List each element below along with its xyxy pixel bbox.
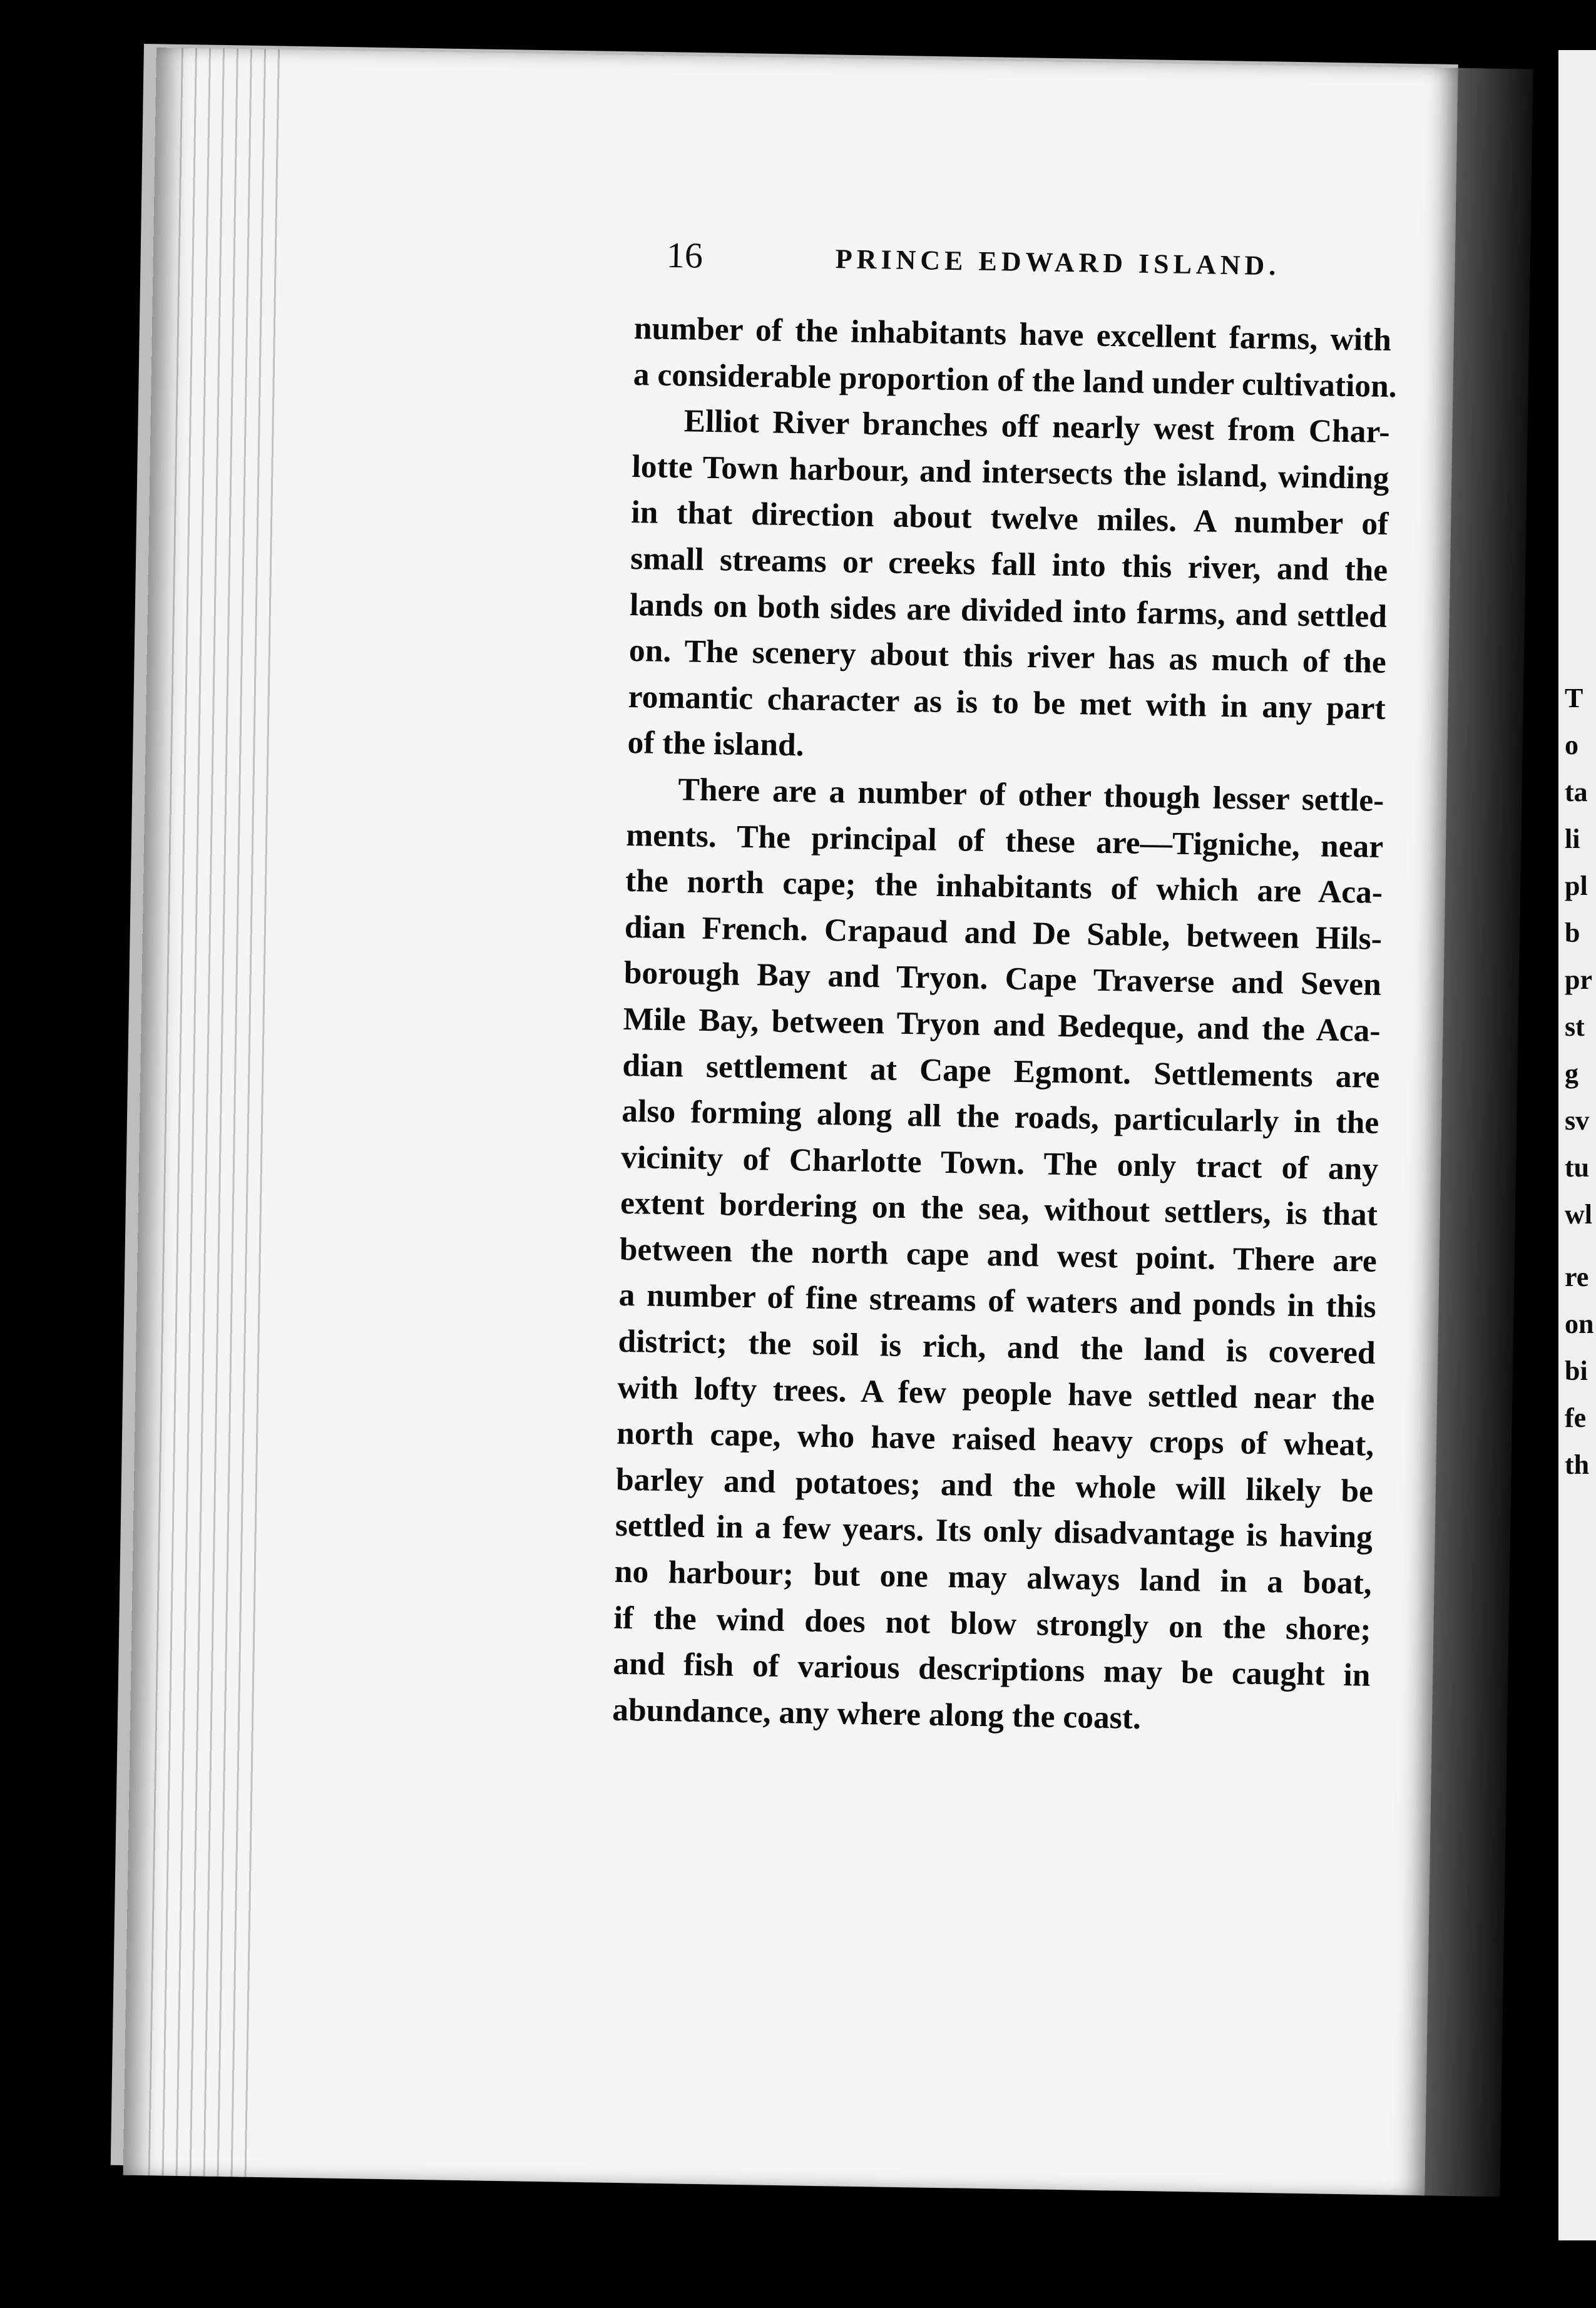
text-line: dian French. Crapaud and De Sable, between Hils- <box>624 909 1383 957</box>
text-line: borough Bay and Tryon. Cape Traverse and Seven <box>623 955 1382 1003</box>
text-line: a number of fine streams of waters and ponds in this <box>618 1277 1377 1325</box>
next-page-fragment: pl <box>1565 871 1588 901</box>
text-line: on. The scenery about this river has as much of the <box>628 633 1387 681</box>
text-line: number of the inhabitants have excellent farms, with <box>633 310 1392 359</box>
next-page-fragment: li <box>1565 824 1580 854</box>
text-line: a considerable proportion of the land under cultivation. <box>633 356 1398 404</box>
next-page-fragment: tu <box>1565 1152 1590 1183</box>
next-page-edge <box>1558 676 1594 1552</box>
text-line: vicinity of Charlotte Town. The only tract of any <box>620 1139 1379 1187</box>
text-line: Elliot River branches off nearly west from Char- <box>683 403 1391 451</box>
paragraph <box>633 305 1398 409</box>
next-page-fragment: re <box>1565 1262 1589 1292</box>
page-edge-stack <box>148 48 282 2177</box>
text-line: ments. The principal of these are—Tigniche, near <box>625 817 1384 865</box>
text-line: if the wind does not blow strongly on the shore; <box>613 1600 1371 1648</box>
next-page-fragment: st <box>1565 1011 1585 1042</box>
text-line: barley and potatoes; and the whole will likely be <box>615 1461 1374 1509</box>
text-line: settled in a few years. Its only disadvantage is having <box>615 1508 1373 1556</box>
next-page-fragment: pr <box>1565 964 1592 995</box>
text-line: small streams or creeks fall into this river, and the <box>630 540 1388 588</box>
text-line: extent bordering on the sea, without settlers, is that <box>620 1185 1378 1233</box>
body-text <box>611 305 1398 1745</box>
text-line: lands on both sides are divided into farms, and settled <box>629 586 1388 635</box>
next-page-fragment: fe <box>1565 1402 1587 1433</box>
text-line: dian settlement at Cape Egmont. Settlements are <box>622 1047 1380 1095</box>
paragraph <box>627 397 1390 778</box>
next-page-fragment: b <box>1565 917 1580 948</box>
text-line: the north cape; the inhabitants of which are Aca- <box>625 863 1383 911</box>
text-line: of the island. <box>627 725 804 763</box>
text-line: between the north cape and west point. There are <box>619 1231 1378 1279</box>
book-page <box>123 48 1458 2195</box>
text-line: north cape, who have raised heavy crops of wheat, <box>616 1416 1374 1464</box>
text-line: also forming along all the roads, particularly in the <box>621 1093 1379 1141</box>
next-page-fragment: wl <box>1565 1199 1592 1230</box>
book-gutter <box>1425 68 1533 2197</box>
next-page-fragment: g <box>1565 1058 1578 1089</box>
text-line: abundance, any where along the coast. <box>611 1692 1142 1736</box>
text-line: with lofty trees. A few people have settled near the <box>617 1369 1375 1417</box>
next-page-fragment: th <box>1565 1449 1590 1480</box>
paragraph <box>612 766 1384 1745</box>
page-header <box>153 226 1455 303</box>
text-line: and fish of various descriptions may be caught in <box>613 1645 1371 1693</box>
running-head: PRINCE EDWARD ISLAND. <box>835 243 1281 282</box>
text-line: district; the soil is rich, and the land is covered <box>618 1323 1376 1371</box>
text-line: romantic character as is to be met with in any part <box>628 678 1386 727</box>
text-line: lotte Town harbour, and intersects the island, winding <box>632 448 1389 496</box>
page-number: 16 <box>666 234 703 276</box>
next-page-fragment: ta <box>1565 777 1588 807</box>
text-line: no harbour; but one may always land in a boat, <box>614 1553 1373 1601</box>
text-line: There are a number of other though lesser settle- <box>678 772 1384 819</box>
next-page-fragment: sv <box>1565 1105 1590 1136</box>
next-page-fragment: on <box>1565 1309 1594 1339</box>
next-page-fragment: o <box>1565 730 1578 760</box>
text-line: Mile Bay, between Tryon and Bedeque, and the Aca- <box>623 1001 1381 1049</box>
next-page-fragment: bi <box>1565 1356 1588 1386</box>
text-line: in that direction about twelve miles. A number of <box>630 494 1389 543</box>
next-page-fragment: T <box>1565 683 1583 713</box>
